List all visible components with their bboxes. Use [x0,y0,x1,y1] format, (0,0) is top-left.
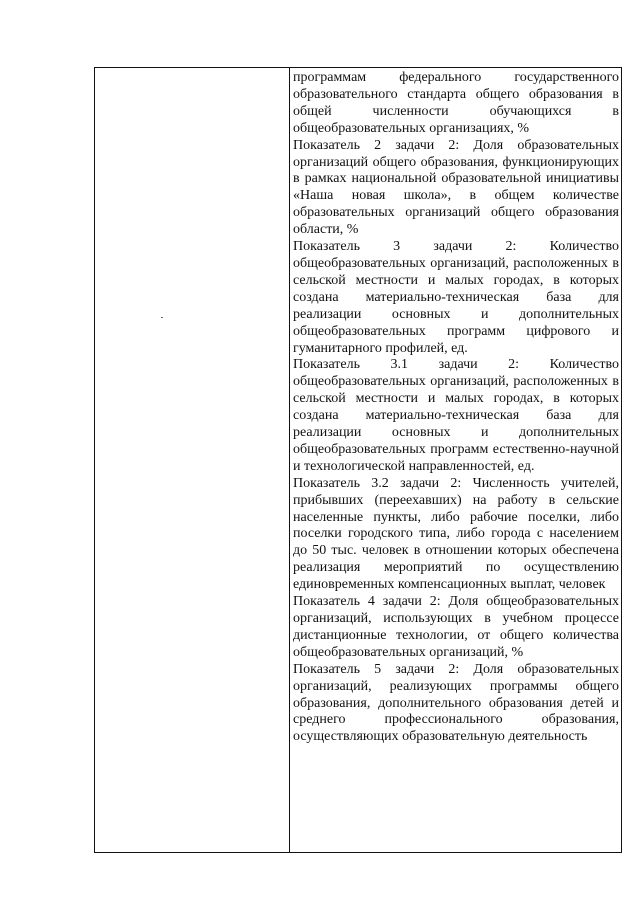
indicator-3-1-paragraph: Показатель 3.1 задачи 2: Количество общеобразовательных организаций, расположенных в сельской местности и малых городах, в которых создана материально-техническая база для реализации основных и дополнительных общеобразовательных программ естественно-научной и технологической направленностей, ед. [293,357,619,474]
indicator-2-paragraph: Показатель 2 задачи 2: Доля образовательных организаций общего образования, функционирующих в рамках национальной образовательной инициативы «Наша новая школа», в общем количестве образовательных организаций общего образования области, % [293,137,619,238]
table-right-cell [293,70,619,852]
column-divider [289,68,290,852]
table-left-cell [95,68,289,852]
indicator-3-paragraph: Показатель 3 задачи 2: Количество общеобразовательных организаций, расположенных в сельской местности и малых городах, в которых создана материально-техническая база для реализации основных и дополнительных общеобразовательных программ цифрового и гуманитарного профилей, ед. [293,239,619,356]
indicator-3-2-paragraph: Показатель 3.2 задачи 2: Численность учителей, прибывших (переехавших) на работу в сельские населенные пункты, либо рабочие поселки, либо поселки городского типа, либо города с населением до 50 тыс. человек в отношении которых обеспечена реализация мероприятий по осуществлению единовременных компенсационных выплат, человек [293,475,619,593]
indicator-paragraph-continuation: программам федерального государственного образовательного стандарта общего образования в общей численности обучающихся в общеобразовательных организациях, % [293,70,619,136]
indicator-table [94,67,622,853]
indicator-4-paragraph: Показатель 4 задачи 2: Доля общеобразовательных организаций, использующих в учебном процессе дистанционные технологии, от общего количества общеобразовательных организаций, % [293,594,619,660]
indicator-5-paragraph: Показатель 5 задачи 2: Доля образовательных организаций, реализующих программы общего образования, дополнительного образования детей и среднего профессионального образования, осуществляющих образовательную деятельность [293,661,619,745]
scan-speck [161,317,163,318]
